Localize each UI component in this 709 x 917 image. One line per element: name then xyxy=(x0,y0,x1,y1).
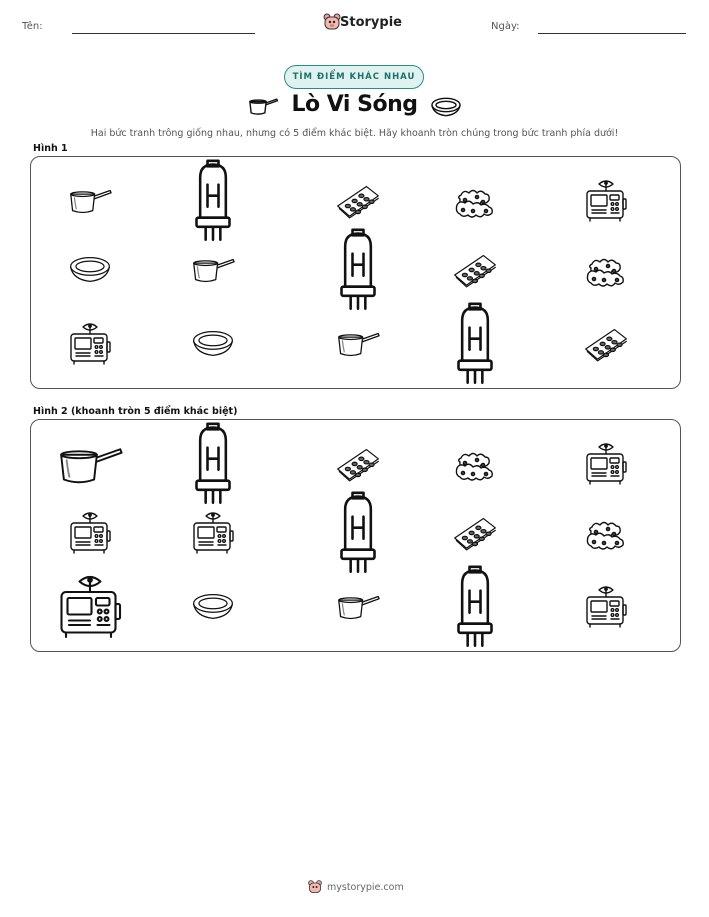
grid-item-p1-lightbulb-icon xyxy=(191,159,235,243)
popcorn-icon xyxy=(453,446,497,482)
lightbulb-icon xyxy=(191,159,235,243)
grid-item-p2-popcorn-icon[interactable] xyxy=(453,446,497,482)
grid-item-p1-microwave-icon xyxy=(68,322,112,366)
grid-item-p1-microwave-icon xyxy=(584,179,628,223)
grid-item-p1-popcorn-icon xyxy=(453,183,497,219)
grid-item-p2-microwave-icon[interactable] xyxy=(68,511,112,555)
grid-item-p2-lightbulb-icon[interactable] xyxy=(336,491,380,575)
chocolate-tray-icon xyxy=(453,253,497,287)
bowl-icon xyxy=(191,592,235,622)
date-label: Ngày: xyxy=(491,21,520,32)
lightbulb-icon xyxy=(336,228,380,312)
bowl-icon xyxy=(430,96,462,118)
grid-item-p1-cup-icon xyxy=(191,254,235,285)
chocolate-tray-icon xyxy=(453,516,497,550)
cup-icon xyxy=(57,441,123,488)
grid-item-p1-bowl-icon xyxy=(68,255,112,285)
cup-icon xyxy=(336,328,380,359)
grid-item-p2-chocolate-tray-icon[interactable] xyxy=(336,447,380,481)
microwave-icon xyxy=(191,511,235,555)
grid-item-p1-cup-icon xyxy=(68,185,112,216)
footer-url[interactable]: mystorypie.com xyxy=(327,882,404,893)
lightbulb-icon xyxy=(191,422,235,506)
grid-item-p2-microwave-icon[interactable] xyxy=(191,511,235,555)
grid-item-p2-microwave-icon[interactable] xyxy=(584,442,628,486)
chocolate-tray-icon xyxy=(336,447,380,481)
picture-2-label: Hình 2 (khoanh tròn 5 điểm khác biệt) xyxy=(33,406,238,417)
grid-item-p1-chocolate-tray-icon xyxy=(336,184,380,218)
grid-item-p1-lightbulb-icon xyxy=(453,302,497,386)
page-title: Lò Vi Sóng xyxy=(291,92,418,117)
grid-item-p1-chocolate-tray-icon xyxy=(584,327,628,361)
grid-item-p1-popcorn-icon xyxy=(584,252,628,288)
storypie-logo-icon xyxy=(307,879,323,895)
cup-icon xyxy=(191,254,235,285)
popcorn-icon xyxy=(453,183,497,219)
grid-item-p1-bowl-icon xyxy=(191,329,235,359)
picture-1-label: Hình 1 xyxy=(33,143,68,154)
grid-item-p2-chocolate-tray-icon[interactable] xyxy=(453,516,497,550)
chocolate-tray-icon xyxy=(584,327,628,361)
microwave-icon xyxy=(57,574,123,640)
instructions: Hai bức tranh trông giống nhau, nhưng có 5 điểm khác biệt. Hãy khoanh tròn chúng trong bức tranh phía dưới! xyxy=(90,128,619,139)
name-label: Tên: xyxy=(22,21,43,32)
lightbulb-icon xyxy=(336,491,380,575)
grid-item-p2-microwave-icon[interactable] xyxy=(584,585,628,629)
grid-item-p1-cup-icon xyxy=(336,328,380,359)
grid-item-p2-microwave-icon[interactable] xyxy=(57,574,123,640)
grid-item-p2-lightbulb-icon[interactable] xyxy=(453,565,497,649)
chocolate-tray-icon xyxy=(336,184,380,218)
name-field[interactable] xyxy=(72,33,255,34)
grid-item-p2-bowl-icon[interactable] xyxy=(191,592,235,622)
date-field[interactable] xyxy=(538,33,686,34)
brand-name: Storypie xyxy=(340,15,402,30)
grid-item-p2-cup-icon[interactable] xyxy=(57,441,123,488)
bowl-icon xyxy=(68,255,112,285)
microwave-icon xyxy=(68,511,112,555)
microwave-icon xyxy=(584,179,628,223)
microwave-icon xyxy=(584,585,628,629)
storypie-logo-icon xyxy=(322,13,342,31)
popcorn-icon xyxy=(584,515,628,551)
grid-item-p1-chocolate-tray-icon xyxy=(453,253,497,287)
lightbulb-icon xyxy=(453,302,497,386)
cup-icon xyxy=(336,591,380,622)
microwave-icon xyxy=(68,322,112,366)
grid-item-p2-lightbulb-icon[interactable] xyxy=(191,422,235,506)
bowl-icon xyxy=(191,329,235,359)
activity-badge: TÌM ĐIỂM KHÁC NHAU xyxy=(284,65,424,89)
cup-icon xyxy=(68,185,112,216)
grid-item-p2-cup-icon[interactable] xyxy=(336,591,380,622)
lightbulb-icon xyxy=(453,565,497,649)
popcorn-icon xyxy=(584,252,628,288)
microwave-icon xyxy=(584,442,628,486)
grid-item-p1-lightbulb-icon xyxy=(336,228,380,312)
grid-item-p2-popcorn-icon[interactable] xyxy=(584,515,628,551)
